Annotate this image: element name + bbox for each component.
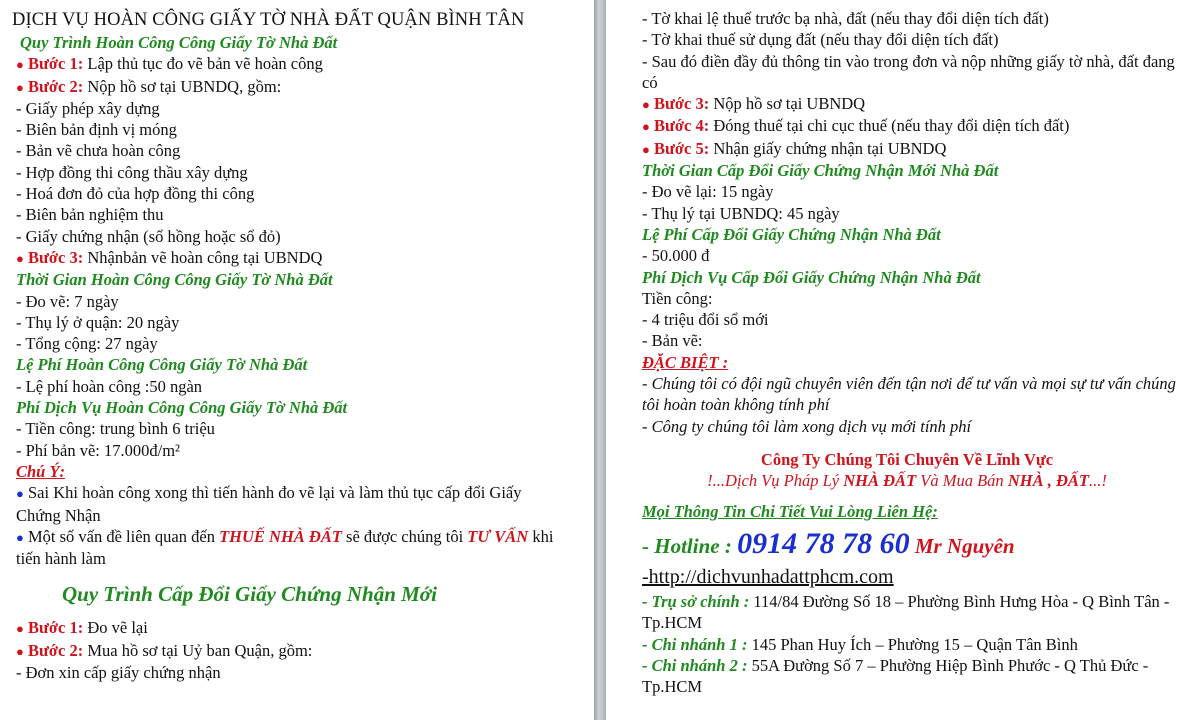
company-line-2 bbox=[642, 470, 1172, 491]
renew-heading: Quy Trình Cấp Đổi Giấy Chứng Nhận Mới bbox=[62, 582, 437, 607]
service-item: - Bản vẽ: bbox=[642, 331, 703, 351]
time-heading: Thời Gian Cấp Đổi Giấy Chứng Nhận Mới Nhà Đất bbox=[642, 161, 999, 181]
step-label: Bước 4: bbox=[653, 116, 710, 136]
fee-heading: Lệ Phí Hoàn Công Công Giấy Tờ Nhà Đất bbox=[16, 355, 308, 375]
address-text: 145 Phan Huy Ích – Phường 15 – Quận Tân Bình bbox=[747, 634, 1078, 654]
step-1 bbox=[16, 53, 594, 75]
address-branch-1 bbox=[642, 634, 1200, 655]
address-label: - Trụ sở chính : bbox=[642, 591, 750, 611]
service-heading: Phí Dịch Vụ Cấp Đổi Giấy Chứng Nhận Nhà Đất bbox=[642, 267, 981, 287]
step-text: Nộp hồ sơ tại UBNDQ, gồm: bbox=[83, 76, 282, 96]
address-hq bbox=[642, 591, 1172, 634]
special-item: - Công ty chúng tôi làm xong dịch vụ mới tính phí bbox=[642, 416, 972, 436]
website-link[interactable]: -http://dichvunhadattphcm.com bbox=[642, 565, 894, 588]
doc-item: - Hoá đơn đỏ của hợp đồng thi công bbox=[16, 184, 255, 204]
document-title: DỊCH VỤ HOÀN CÔNG GIẤY TỜ NHÀ ĐẤT QUẬN BÌNH TÂN bbox=[12, 10, 525, 30]
hotline-name: Mr Nguyên bbox=[909, 533, 1015, 558]
service-item: - Tiền công: trung bình 6 triệu bbox=[16, 419, 215, 439]
bullet-icon: ● bbox=[642, 141, 650, 157]
step-text: Mua hồ sơ tại Uỷ ban Quận, gồm: bbox=[83, 640, 313, 660]
step-text: Nộp hồ sơ tại UBNDQ bbox=[709, 94, 866, 114]
address-label: - Chi nhánh 1 : bbox=[642, 634, 748, 654]
company-emphasis: NHÀ , ĐẤT bbox=[1007, 470, 1089, 490]
service-item: - 4 triệu đổi sổ mới bbox=[642, 310, 769, 330]
step-text: Đo vẽ lại bbox=[83, 618, 148, 638]
doc-item: - Tờ khai thuế sử dụng đất (nếu thay đổi diện tích đất) bbox=[642, 30, 999, 50]
note-1 bbox=[16, 482, 556, 526]
address-branch-2 bbox=[642, 655, 1172, 698]
step-2 bbox=[16, 76, 594, 98]
time-heading: Thời Gian Hoàn Công Công Giấy Tờ Nhà Đất bbox=[16, 270, 333, 290]
note-text: Một số vấn đề liên quan đến bbox=[23, 526, 220, 546]
renew-step-1 bbox=[16, 617, 594, 639]
hotline-label: - Hotline : bbox=[642, 533, 738, 558]
time-item: - Tổng cộng: 27 ngày bbox=[16, 334, 158, 354]
note-heading: Chú Ý: bbox=[16, 461, 66, 481]
note-text: sẽ được chúng tôi bbox=[341, 526, 468, 546]
bullet-icon: ● bbox=[16, 486, 24, 502]
left-page bbox=[0, 0, 594, 720]
step-text: Đóng thuế tại chi cục thuế (nếu thay đổi diện tích đất) bbox=[709, 116, 1070, 136]
company-text: Và Mua Bán bbox=[916, 470, 1008, 490]
fee-item: - Lệ phí hoàn công :50 ngàn bbox=[16, 376, 203, 396]
company-text: ...! bbox=[1088, 470, 1107, 490]
doc-item: - Giấy chứng nhận (sổ hồng hoặc sổ đỏ) bbox=[16, 226, 281, 246]
renew-step-2 bbox=[16, 640, 594, 662]
doc-item: - Biên bản định vị móng bbox=[16, 120, 177, 140]
fee-item: - 50.000 đ bbox=[642, 246, 710, 266]
time-item: - Thụ lý tại UBNDQ: 45 ngày bbox=[642, 203, 840, 223]
fee-heading: Lệ Phí Cấp Đổi Giấy Chứng Nhận Nhà Đất bbox=[642, 224, 941, 244]
step-text: Nhận giấy chứng nhận tại UBNDQ bbox=[709, 138, 947, 158]
hotline bbox=[642, 527, 1200, 563]
service-item: Tiền công: bbox=[642, 288, 713, 308]
bullet-icon: ● bbox=[16, 643, 24, 659]
address-text: 55A Đường Số 7 – Phường Hiệp Bình Phước - Q Thủ Đức - Tp.HCM bbox=[642, 655, 1149, 697]
note-emphasis: TƯ VẤN bbox=[467, 526, 529, 546]
bullet-icon: ● bbox=[16, 250, 24, 266]
contact-heading: Mọi Thông Tin Chi Tiết Vui Lòng Liên Hệ: bbox=[642, 501, 938, 521]
address-text: 114/84 Đường Số 18 – Phường Bình Hưng Hòa - Q Bình Tân - Tp.HCM bbox=[642, 591, 1170, 633]
doc-item: - Giấy phép xây dựng bbox=[16, 98, 160, 118]
step-text: Nhậnbản vẽ hoàn công tại UBNDQ bbox=[83, 247, 323, 267]
bullet-icon: ● bbox=[642, 119, 650, 135]
step-label: Bước 1: bbox=[27, 54, 84, 74]
step-5 bbox=[642, 138, 1200, 160]
service-heading: Phí Dịch Vụ Hoàn Công Công Giấy Tờ Nhà Đất bbox=[16, 398, 348, 418]
step-label: Bước 3: bbox=[27, 247, 84, 267]
company-line-1: Công Ty Chúng Tôi Chuyên Về Lĩnh Vực bbox=[760, 449, 1054, 469]
process-heading: Quy Trình Hoàn Công Công Giấy Tờ Nhà Đất bbox=[20, 33, 338, 52]
step-label: Bước 2: bbox=[27, 76, 84, 96]
step-label: Bước 1: bbox=[27, 618, 84, 638]
step-4 bbox=[642, 115, 1200, 137]
note-text: khi tiến hành làm bbox=[16, 526, 554, 569]
service-item: - Phí bản vẽ: 17.000đ/m² bbox=[16, 440, 180, 460]
submit-item: - Sau đó điền đầy đủ thông tin vào trong đơn và nộp những giấy tờ nhà, đất đang có bbox=[642, 51, 1175, 92]
doc-item: - Hợp đồng thi công thầu xây dựng bbox=[16, 162, 248, 182]
doc-item: - Đơn xin cấp giấy chứng nhận bbox=[16, 663, 221, 683]
step-3 bbox=[16, 247, 594, 269]
address-label: - Chi nhánh 2 : bbox=[642, 655, 748, 675]
doc-item: - Tờ khai lệ thuế trước bạ nhà, đất (nếu thay đổi diện tích đất) bbox=[642, 9, 1049, 28]
step-text: Lập thủ tục đo vẽ bản vẽ hoàn công bbox=[83, 54, 323, 74]
doc-item: - Bản vẽ chưa hoàn công bbox=[16, 141, 181, 161]
right-page bbox=[606, 0, 1200, 720]
hotline-number[interactable]: 0914 78 78 60 bbox=[737, 526, 910, 560]
step-label: Bước 3: bbox=[653, 94, 710, 114]
page-gutter bbox=[594, 0, 606, 720]
bullet-icon: ● bbox=[16, 79, 24, 95]
time-item: - Thụ lý ở quận: 20 ngày bbox=[16, 312, 180, 332]
bullet-icon: ● bbox=[16, 57, 24, 73]
step-3 bbox=[642, 93, 1200, 115]
bullet-icon: ● bbox=[16, 621, 24, 637]
bullet-icon: ● bbox=[16, 529, 24, 545]
company-emphasis: NHÀ ĐẤT bbox=[843, 470, 917, 490]
special-item: - Chúng tôi có đội ngũ chuyên viên đến tận nơi để tư vấn và mọi sự tư vấn chúng tôi hoàn toàn không tính phí bbox=[642, 374, 1176, 415]
note-emphasis: THUẾ NHÀ ĐẤT bbox=[219, 526, 342, 546]
time-item: - Đo vẽ lại: 15 ngày bbox=[642, 182, 774, 202]
time-item: - Đo vẽ: 7 ngày bbox=[16, 291, 119, 311]
note-text: Sai Khi hoàn công xong thì tiến hành đo vẽ lại và làm thủ tục cấp đổi Giấy Chứng Nhận bbox=[16, 483, 522, 525]
step-label: Bước 2: bbox=[27, 640, 84, 660]
company-text: !...Dịch Vụ Pháp Lý bbox=[707, 470, 844, 490]
special-heading: ĐẶC BIỆT : bbox=[642, 352, 729, 372]
note-2 bbox=[16, 526, 561, 570]
step-label: Bước 5: bbox=[653, 138, 710, 158]
doc-item: - Biên bản nghiệm thu bbox=[16, 205, 164, 225]
bullet-icon: ● bbox=[642, 97, 650, 113]
